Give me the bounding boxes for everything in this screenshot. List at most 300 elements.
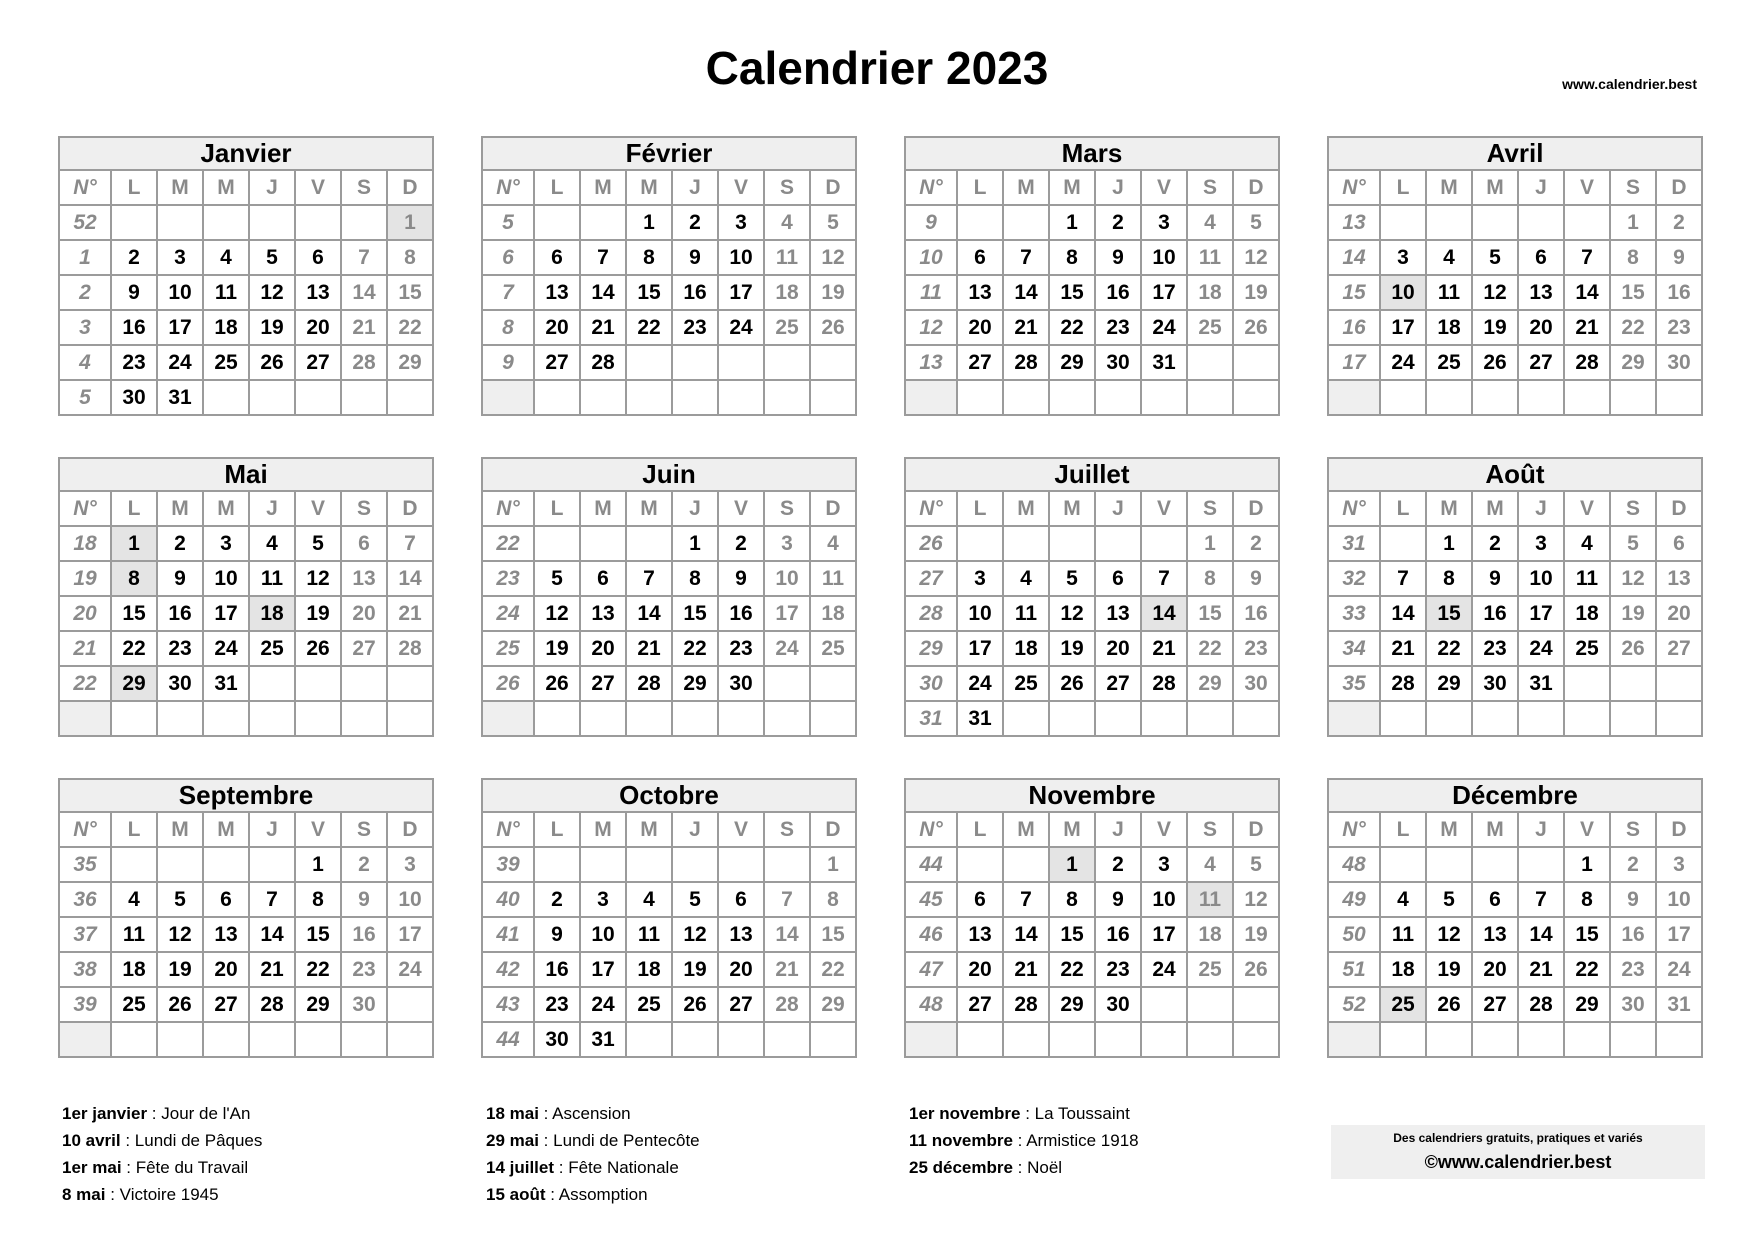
empty-day-cell [581,527,627,562]
day-cell: 1 [1050,206,1096,241]
day-cell: 23 [1234,632,1280,667]
day-cell: 9 [1611,883,1657,918]
day-cell: 27 [719,988,765,1023]
day-cell: 3 [1381,241,1427,276]
day-cell: 11 [627,918,673,953]
week-number-header: N° [906,492,958,527]
day-cell: 17 [388,918,434,953]
weekday-header: S [1188,171,1234,206]
week-number: 39 [483,848,535,883]
day-cell: 3 [958,562,1004,597]
week-number: 25 [483,632,535,667]
day-cell: 27 [581,667,627,702]
day-cell: 29 [1427,667,1473,702]
holiday-entry [62,1127,262,1154]
holiday-day-cell: 25 [1381,988,1427,1023]
day-cell: 18 [765,276,811,311]
empty-day-cell [1142,381,1188,416]
day-cell: 29 [1050,346,1096,381]
day-cell: 7 [1142,562,1188,597]
day-cell: 19 [158,953,204,988]
empty-day-cell [958,206,1004,241]
month-block [481,136,857,416]
week-number-header: N° [906,813,958,848]
weekday-header: D [1234,813,1280,848]
day-cell: 27 [342,632,388,667]
empty-day-cell [204,381,250,416]
day-cell: 24 [1519,632,1565,667]
day-cell: 5 [811,206,857,241]
empty-day-cell [296,381,342,416]
holiday-separator: : [554,1158,569,1177]
day-cell: 12 [673,918,719,953]
day-cell: 21 [1004,311,1050,346]
day-cell: 14 [1565,276,1611,311]
day-cell: 24 [204,632,250,667]
weekday-header: L [112,171,158,206]
month-block [904,457,1280,737]
day-cell: 13 [958,918,1004,953]
weekday-header: M [1004,813,1050,848]
empty-day-cell [535,381,581,416]
weekday-header: J [250,813,296,848]
empty-day-cell [1473,381,1519,416]
empty-day-cell [958,1023,1004,1058]
weekday-header: M [1004,171,1050,206]
day-cell: 11 [112,918,158,953]
day-cell: 9 [719,562,765,597]
month-title: Novembre [906,780,1280,813]
day-cell: 28 [627,667,673,702]
weekday-header: J [250,171,296,206]
day-cell: 17 [204,597,250,632]
week-number [906,1023,958,1058]
empty-day-cell [342,381,388,416]
day-cell: 1 [673,527,719,562]
week-number: 43 [483,988,535,1023]
day-cell: 28 [388,632,434,667]
weekday-header: L [535,171,581,206]
page-title: Calendrier 2023 [705,42,1049,94]
weekday-header: L [958,171,1004,206]
day-cell: 29 [1565,988,1611,1023]
day-cell: 26 [673,988,719,1023]
day-cell: 12 [1473,276,1519,311]
empty-day-cell [627,527,673,562]
day-cell: 21 [342,311,388,346]
month-block [481,778,857,1058]
empty-day-cell [958,381,1004,416]
weekday-header: L [1381,171,1427,206]
day-cell: 6 [204,883,250,918]
day-cell: 25 [112,988,158,1023]
holiday-day-cell: 14 [1142,597,1188,632]
day-cell: 2 [1657,206,1703,241]
week-number: 24 [483,597,535,632]
day-cell: 8 [1188,562,1234,597]
week-number: 22 [483,527,535,562]
day-cell: 15 [112,597,158,632]
day-cell: 21 [250,953,296,988]
day-cell: 16 [112,311,158,346]
day-cell: 9 [673,241,719,276]
holiday-separator: : [105,1185,120,1204]
day-cell: 18 [204,311,250,346]
empty-day-cell [627,381,673,416]
day-cell: 30 [1473,667,1519,702]
day-cell: 18 [112,953,158,988]
day-cell: 4 [627,883,673,918]
weekday-header: M [158,492,204,527]
holiday-date: 1er novembre [909,1104,1021,1123]
holiday-date: 1er mai [62,1158,122,1177]
week-number [60,1023,112,1058]
week-number-header: N° [483,492,535,527]
empty-day-cell [1565,1023,1611,1058]
weekday-header: J [673,492,719,527]
holiday-date: 10 avril [62,1131,121,1150]
week-number: 19 [60,562,112,597]
day-cell: 20 [1473,953,1519,988]
day-cell: 28 [250,988,296,1023]
month-block [1327,457,1703,737]
weekday-header: M [627,492,673,527]
weekday-header: M [581,813,627,848]
empty-day-cell [388,1023,434,1058]
day-cell: 30 [1096,346,1142,381]
weekday-header: D [388,171,434,206]
week-number [483,702,535,737]
day-cell: 21 [1004,953,1050,988]
day-cell: 4 [112,883,158,918]
holiday-name: Victoire 1945 [119,1185,219,1204]
day-cell: 5 [673,883,719,918]
empty-day-cell [250,848,296,883]
day-cell: 15 [1050,918,1096,953]
day-cell: 10 [1657,883,1703,918]
day-cell: 3 [1657,848,1703,883]
weekday-header: M [158,171,204,206]
day-cell: 12 [1611,562,1657,597]
day-cell: 25 [1565,632,1611,667]
weekday-header: M [1004,492,1050,527]
day-cell: 16 [673,276,719,311]
empty-day-cell [1473,848,1519,883]
day-cell: 30 [1096,988,1142,1023]
day-cell: 1 [1611,206,1657,241]
weekday-header: S [342,813,388,848]
day-cell: 18 [1004,632,1050,667]
weekday-header: S [1611,171,1657,206]
empty-day-cell [250,702,296,737]
week-number: 16 [1329,311,1381,346]
empty-day-cell [673,702,719,737]
month-block [904,136,1280,416]
day-cell: 21 [1519,953,1565,988]
day-cell: 11 [811,562,857,597]
week-number: 41 [483,918,535,953]
empty-day-cell [1381,702,1427,737]
weekday-header: M [627,171,673,206]
holiday-day-cell: 15 [1427,597,1473,632]
empty-day-cell [1611,667,1657,702]
day-cell: 16 [1096,276,1142,311]
day-cell: 18 [627,953,673,988]
day-cell: 12 [811,241,857,276]
day-cell: 14 [627,597,673,632]
day-cell: 27 [1657,632,1703,667]
day-cell: 9 [112,276,158,311]
week-number: 33 [1329,597,1381,632]
day-cell: 4 [811,527,857,562]
day-cell: 29 [388,346,434,381]
empty-day-cell [1004,702,1050,737]
day-cell: 14 [581,276,627,311]
empty-day-cell [1519,702,1565,737]
day-cell: 6 [342,527,388,562]
day-cell: 5 [296,527,342,562]
holiday-date: 1er janvier [62,1104,148,1123]
weekday-header: S [1188,492,1234,527]
weekday-header: L [1381,813,1427,848]
holiday-day-cell: 8 [112,562,158,597]
week-number: 44 [906,848,958,883]
weekday-header: S [1611,813,1657,848]
day-cell: 21 [1381,632,1427,667]
empty-day-cell [112,848,158,883]
week-number-header: N° [60,171,112,206]
empty-day-cell [204,848,250,883]
day-cell: 4 [1004,562,1050,597]
month-block [58,778,434,1058]
day-cell: 22 [1611,311,1657,346]
day-cell: 14 [1004,276,1050,311]
empty-day-cell [581,848,627,883]
empty-day-cell [388,988,434,1023]
day-cell: 8 [627,241,673,276]
day-cell: 19 [296,597,342,632]
day-cell: 30 [112,381,158,416]
day-cell: 3 [388,848,434,883]
week-number: 9 [483,346,535,381]
day-cell: 2 [342,848,388,883]
week-number: 37 [60,918,112,953]
holiday-date: 8 mai [62,1185,106,1204]
weekday-header: M [1050,492,1096,527]
empty-day-cell [1004,381,1050,416]
week-number-header: N° [1329,492,1381,527]
empty-day-cell [1565,702,1611,737]
weekday-header: M [204,171,250,206]
empty-day-cell [1657,702,1703,737]
day-cell: 24 [158,346,204,381]
empty-day-cell [1050,1023,1096,1058]
weekday-header: J [1519,492,1565,527]
day-cell: 9 [535,918,581,953]
day-cell: 7 [1565,241,1611,276]
month-block [1327,778,1703,1058]
week-number: 14 [1329,241,1381,276]
holiday-day-cell: 1 [112,527,158,562]
day-cell: 24 [581,988,627,1023]
holiday-entry [62,1154,262,1181]
day-cell: 13 [204,918,250,953]
day-cell: 10 [204,562,250,597]
day-cell: 24 [719,311,765,346]
week-number: 51 [1329,953,1381,988]
empty-day-cell [535,527,581,562]
day-cell: 7 [342,241,388,276]
day-cell: 27 [1473,988,1519,1023]
empty-day-cell [1519,381,1565,416]
day-cell: 26 [1427,988,1473,1023]
holiday-separator: : [1012,1131,1027,1150]
holiday-separator: : [538,1131,554,1150]
day-cell: 26 [1234,311,1280,346]
week-number: 4 [60,346,112,381]
week-number: 1 [60,241,112,276]
empty-day-cell [1611,381,1657,416]
month-title: Mars [906,138,1280,171]
day-cell: 2 [1234,527,1280,562]
day-cell: 11 [1565,562,1611,597]
day-cell: 4 [1188,206,1234,241]
week-number: 35 [1329,667,1381,702]
day-cell: 19 [673,953,719,988]
weekday-header: S [765,492,811,527]
day-cell: 26 [296,632,342,667]
week-number: 45 [906,883,958,918]
day-cell: 1 [811,848,857,883]
empty-day-cell [719,1023,765,1058]
month-title: Février [483,138,857,171]
weekday-header: J [1096,813,1142,848]
day-cell: 27 [535,346,581,381]
day-cell: 16 [1234,597,1280,632]
week-number-header: N° [906,171,958,206]
day-cell: 23 [1611,953,1657,988]
day-cell: 25 [1427,346,1473,381]
empty-day-cell [1519,206,1565,241]
week-number-header: N° [483,171,535,206]
holiday-name: Assomption [558,1185,648,1204]
empty-day-cell [1519,848,1565,883]
weekday-header: L [112,492,158,527]
week-number: 49 [1329,883,1381,918]
week-number: 5 [483,206,535,241]
empty-day-cell [1050,527,1096,562]
day-cell: 19 [250,311,296,346]
empty-day-cell [1234,346,1280,381]
day-cell: 6 [1473,883,1519,918]
day-cell: 20 [958,311,1004,346]
day-cell: 16 [1611,918,1657,953]
week-number: 52 [60,206,112,241]
day-cell: 16 [719,597,765,632]
empty-day-cell [627,1023,673,1058]
day-cell: 23 [342,953,388,988]
day-cell: 6 [1657,527,1703,562]
weekday-header: J [673,813,719,848]
week-number: 22 [60,667,112,702]
empty-day-cell [1188,988,1234,1023]
week-number: 5 [60,381,112,416]
day-cell: 30 [158,667,204,702]
day-cell: 22 [1565,953,1611,988]
holiday-name: Ascension [552,1104,631,1123]
day-cell: 20 [719,953,765,988]
day-cell: 21 [581,311,627,346]
holiday-name: Noël [1027,1158,1063,1177]
empty-day-cell [673,346,719,381]
weekday-header: M [1473,492,1519,527]
empty-day-cell [342,667,388,702]
holiday-entry [486,1100,700,1127]
empty-day-cell [1096,527,1142,562]
day-cell: 14 [342,276,388,311]
empty-day-cell [1611,1023,1657,1058]
empty-day-cell [1188,702,1234,737]
day-cell: 12 [535,597,581,632]
holiday-day-cell: 1 [1050,848,1096,883]
empty-day-cell [765,848,811,883]
day-cell: 30 [342,988,388,1023]
empty-day-cell [1188,381,1234,416]
day-cell: 20 [204,953,250,988]
day-cell: 26 [1473,346,1519,381]
empty-day-cell [342,1023,388,1058]
week-number [60,702,112,737]
week-number: 48 [906,988,958,1023]
empty-day-cell [811,667,857,702]
day-cell: 7 [581,241,627,276]
day-cell: 13 [1657,562,1703,597]
week-number: 47 [906,953,958,988]
holiday-separator: : [120,1131,135,1150]
day-cell: 10 [1519,562,1565,597]
empty-day-cell [627,346,673,381]
day-cell: 20 [342,597,388,632]
day-cell: 30 [1611,988,1657,1023]
empty-day-cell [1188,1023,1234,1058]
day-cell: 19 [1050,632,1096,667]
week-number: 31 [1329,527,1381,562]
weekday-header: M [581,171,627,206]
day-cell: 5 [158,883,204,918]
holiday-separator: : [545,1185,559,1204]
weekday-header: J [1096,492,1142,527]
weekday-header: L [112,813,158,848]
empty-day-cell [1473,702,1519,737]
week-number: 27 [906,562,958,597]
empty-day-cell [1657,667,1703,702]
empty-day-cell [388,381,434,416]
day-cell: 19 [1234,918,1280,953]
day-cell: 6 [1519,241,1565,276]
week-number-header: N° [60,813,112,848]
empty-day-cell [296,1023,342,1058]
day-cell: 5 [1234,848,1280,883]
month-title: Août [1329,459,1703,492]
day-cell: 27 [1096,667,1142,702]
day-cell: 5 [535,562,581,597]
day-cell: 3 [158,241,204,276]
weekday-header: L [1381,492,1427,527]
empty-day-cell [581,702,627,737]
day-cell: 7 [1004,241,1050,276]
holiday-day-cell: 29 [112,667,158,702]
week-number-header: N° [483,813,535,848]
